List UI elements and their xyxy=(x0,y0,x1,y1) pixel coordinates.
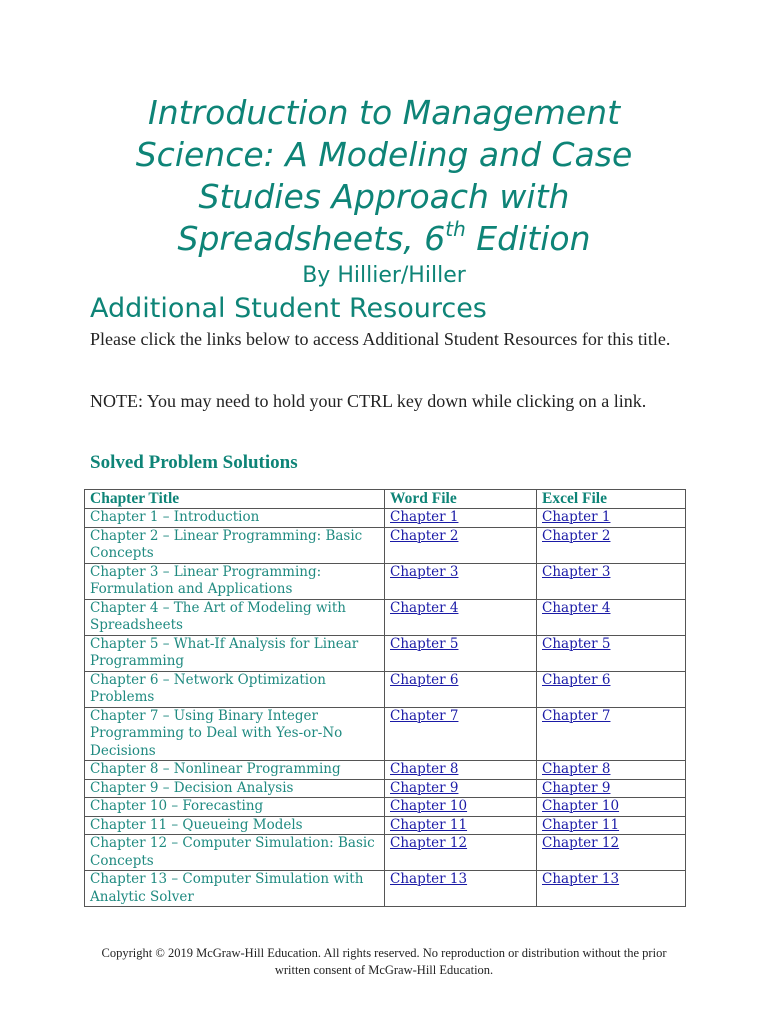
resources-heading: Additional Student Resources xyxy=(90,293,487,324)
word-file-cell xyxy=(385,871,537,907)
table-row xyxy=(85,779,686,798)
intro-paragraph: Please click the links below to access Additional Student Resources for this title. xyxy=(90,329,671,349)
word-file-link[interactable]: Chapter 9 xyxy=(390,779,459,796)
table-row xyxy=(85,527,686,563)
title-superscript: th xyxy=(445,217,466,241)
word-file-cell xyxy=(385,761,537,780)
note-paragraph: NOTE: You may need to hold your CTRL key down while clicking on a link. xyxy=(90,391,647,411)
header-excel-file: Excel File xyxy=(537,490,686,509)
excel-file-link[interactable]: Chapter 13 xyxy=(542,871,620,887)
table-row xyxy=(85,563,686,599)
word-file-cell xyxy=(385,527,537,563)
chapter-title-cell: Chapter 7 – Using Binary Integer Programming to Deal with Yes-or-No Decisions xyxy=(85,707,385,761)
copyright-footer: Copyright © 2019 McGraw-Hill Education. All rights reserved. No reproduction or distribution without the prior written consent of McGraw-Hill Education. xyxy=(101,946,667,977)
excel-file-link[interactable]: Chapter 3 xyxy=(542,563,611,580)
excel-file-cell xyxy=(537,707,686,761)
table-row xyxy=(85,835,686,871)
word-file-cell xyxy=(385,635,537,671)
chapter-title-cell: Chapter 8 – Nonlinear Programming xyxy=(85,761,385,780)
table-row xyxy=(85,671,686,707)
table-row xyxy=(85,635,686,671)
word-file-link[interactable]: Chapter 1 xyxy=(390,509,459,525)
chapter-title-cell: Chapter 1 – Introduction xyxy=(85,509,385,528)
chapter-title-cell: Chapter 4 – The Art of Modeling with Spreadsheets xyxy=(85,599,385,635)
word-file-cell xyxy=(385,816,537,835)
word-file-link[interactable]: Chapter 4 xyxy=(390,599,459,616)
excel-file-cell xyxy=(537,816,686,835)
word-file-link[interactable]: Chapter 2 xyxy=(390,527,459,544)
word-file-link[interactable]: Chapter 11 xyxy=(390,816,468,833)
excel-file-cell xyxy=(537,527,686,563)
chapter-title-cell: Chapter 10 – Forecasting xyxy=(85,798,385,817)
excel-file-cell xyxy=(537,509,686,528)
word-file-cell xyxy=(385,835,537,871)
table-body xyxy=(85,509,686,907)
chapter-title-cell: Chapter 6 – Network Optimization Problems xyxy=(85,671,385,707)
excel-file-cell xyxy=(537,779,686,798)
excel-file-cell xyxy=(537,635,686,671)
word-file-link[interactable]: Chapter 3 xyxy=(390,563,459,580)
title-main: Introduction to Management Science: A Modeling and Case Studies Approach with Spreadsheets, 6 xyxy=(135,93,633,258)
excel-file-link[interactable]: Chapter 11 xyxy=(542,816,620,833)
word-file-link[interactable]: Chapter 12 xyxy=(390,835,468,851)
word-file-cell xyxy=(385,779,537,798)
document-title xyxy=(90,92,678,260)
solutions-table xyxy=(84,489,686,907)
word-file-link[interactable]: Chapter 6 xyxy=(390,671,459,688)
table-row xyxy=(85,707,686,761)
chapter-title-cell: Chapter 3 – Linear Programming: Formulation and Applications xyxy=(85,563,385,599)
excel-file-cell xyxy=(537,563,686,599)
author-byline: By Hillier/Hiller xyxy=(302,263,466,288)
excel-file-link[interactable]: Chapter 12 xyxy=(542,835,620,851)
chapter-title-cell: Chapter 13 – Computer Simulation with Analytic Solver xyxy=(85,871,385,907)
excel-file-cell xyxy=(537,871,686,907)
header-chapter-title: Chapter Title xyxy=(85,490,385,509)
header-word-file: Word File xyxy=(385,490,537,509)
excel-file-link[interactable]: Chapter 8 xyxy=(542,761,611,777)
excel-file-cell xyxy=(537,671,686,707)
excel-file-link[interactable]: Chapter 9 xyxy=(542,779,611,796)
word-file-cell xyxy=(385,671,537,707)
table-row xyxy=(85,761,686,780)
word-file-cell xyxy=(385,599,537,635)
excel-file-cell xyxy=(537,599,686,635)
word-file-link[interactable]: Chapter 7 xyxy=(390,707,459,724)
excel-file-link[interactable]: Chapter 4 xyxy=(542,599,611,616)
table-row xyxy=(85,816,686,835)
table-row xyxy=(85,871,686,907)
table-header-row xyxy=(85,490,686,509)
table-row xyxy=(85,599,686,635)
word-file-cell xyxy=(385,798,537,817)
excel-file-link[interactable]: Chapter 7 xyxy=(542,707,611,724)
title-tail: Edition xyxy=(465,219,591,258)
word-file-link[interactable]: Chapter 13 xyxy=(390,871,468,887)
chapter-title-cell: Chapter 11 – Queueing Models xyxy=(85,816,385,835)
word-file-link[interactable]: Chapter 10 xyxy=(390,798,468,814)
excel-file-link[interactable]: Chapter 1 xyxy=(542,509,611,525)
table-row xyxy=(85,509,686,528)
word-file-cell xyxy=(385,707,537,761)
word-file-link[interactable]: Chapter 8 xyxy=(390,761,459,777)
word-file-link[interactable]: Chapter 5 xyxy=(390,635,459,652)
word-file-cell xyxy=(385,563,537,599)
excel-file-cell xyxy=(537,798,686,817)
section-heading: Solved Problem Solutions xyxy=(90,452,298,473)
chapter-title-cell: Chapter 9 – Decision Analysis xyxy=(85,779,385,798)
excel-file-cell xyxy=(537,835,686,871)
chapter-title-cell: Chapter 12 – Computer Simulation: Basic Concepts xyxy=(85,835,385,871)
word-file-cell xyxy=(385,509,537,528)
excel-file-link[interactable]: Chapter 2 xyxy=(542,527,611,544)
excel-file-link[interactable]: Chapter 10 xyxy=(542,798,620,814)
excel-file-link[interactable]: Chapter 5 xyxy=(542,635,611,652)
chapter-title-cell: Chapter 5 – What-If Analysis for Linear Programming xyxy=(85,635,385,671)
table-row xyxy=(85,798,686,817)
excel-file-cell xyxy=(537,761,686,780)
chapter-title-cell: Chapter 2 – Linear Programming: Basic Concepts xyxy=(85,527,385,563)
excel-file-link[interactable]: Chapter 6 xyxy=(542,671,611,688)
